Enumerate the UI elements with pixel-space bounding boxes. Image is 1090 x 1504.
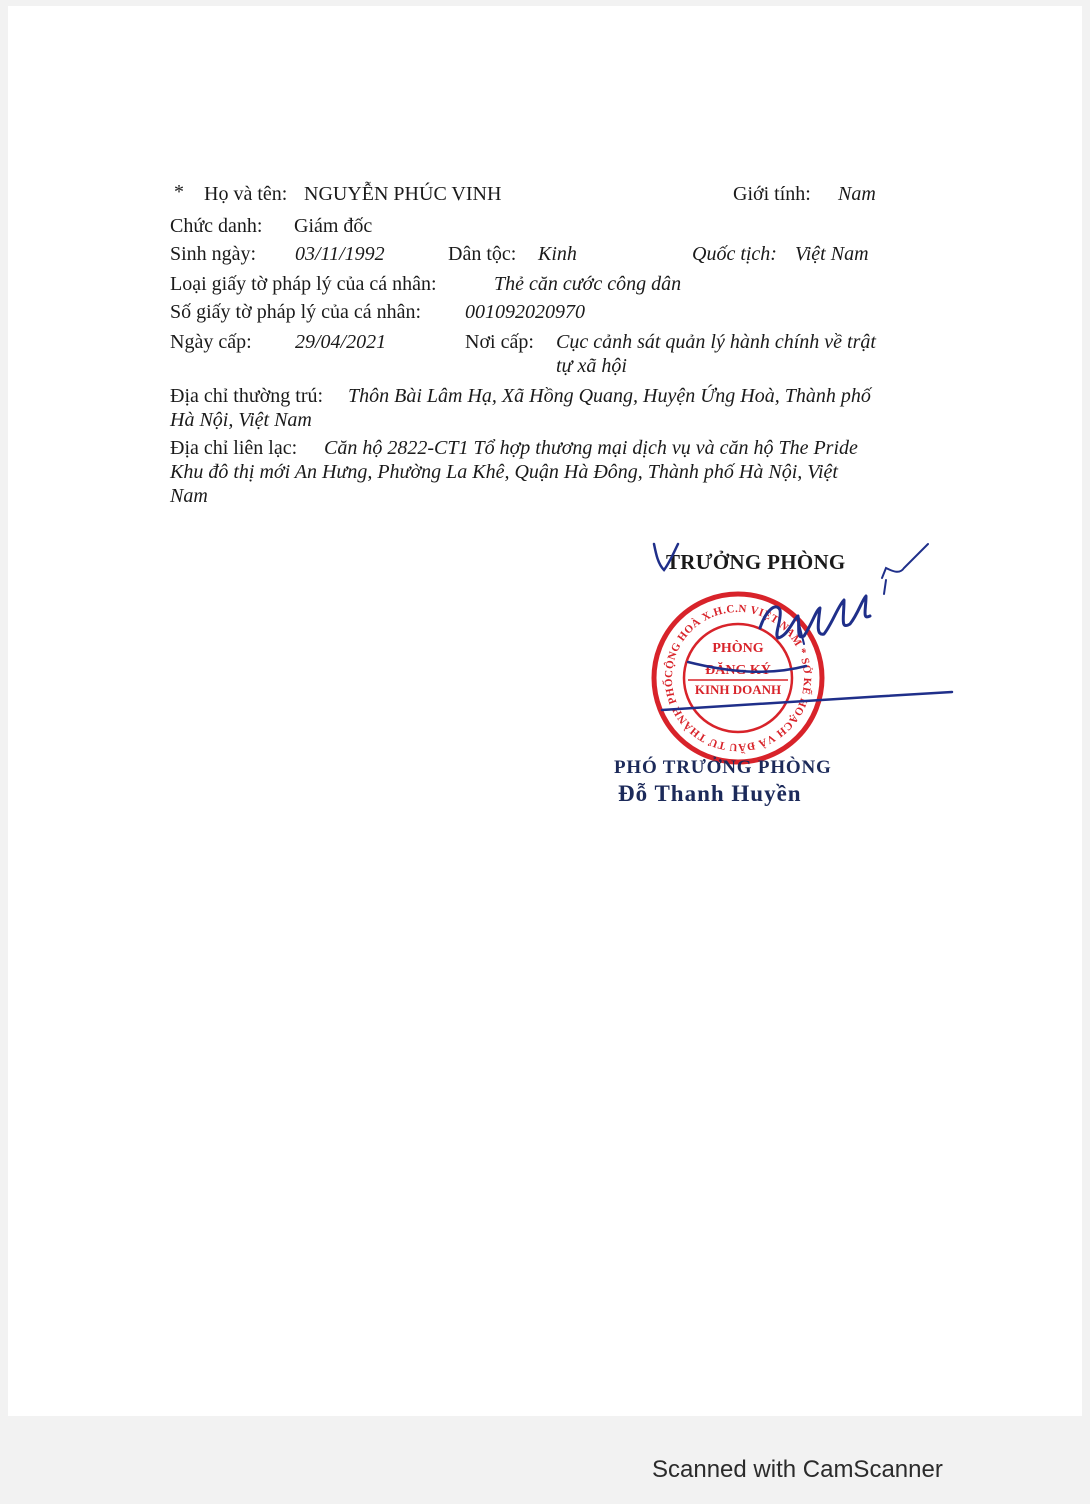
id-number-label: Số giấy tờ pháp lý của cá nhân: xyxy=(170,301,422,323)
issue-place-line2: tự xã hội xyxy=(556,355,627,377)
issue-date-value: 29/04/2021 xyxy=(295,331,387,353)
document-page xyxy=(8,6,1082,1416)
bullet-star: * xyxy=(174,181,184,203)
gender-value: Nam xyxy=(838,183,876,205)
contact-address-line1: Căn hộ 2822-CT1 Tổ hợp thương mại dịch vụ và căn hộ The Pride xyxy=(324,437,858,459)
signature-title: TRƯỞNG PHÒNG xyxy=(666,550,846,574)
stamp-line2: ĐĂNG KÝ xyxy=(705,663,771,678)
id-type-value: Thẻ căn cước công dân xyxy=(494,273,682,295)
stamp-line3: KINH DOANH xyxy=(694,682,782,697)
name-value: NGUYỄN PHÚC VINH xyxy=(304,183,502,205)
stamp-line1: PHÒNG xyxy=(712,641,764,656)
contact-address-line2: Khu đô thị mới An Hưng, Phường La Khê, Quận Hà Đông, Thành phố Hà Nội, Việt xyxy=(170,461,838,483)
permanent-address-line1: Thôn Bài Lâm Hạ, Xã Hồng Quang, Huyện Ứng Hoà, Thành phố xyxy=(348,385,871,407)
issue-place-label: Nơi cấp: xyxy=(465,331,534,353)
issue-date-label: Ngày cấp: xyxy=(170,331,252,353)
gender-label: Giới tính: xyxy=(733,183,811,205)
permanent-address-label: Địa chỉ thường trú: xyxy=(170,385,324,407)
ethnicity-label: Dân tộc: xyxy=(448,243,517,265)
id-number-value: 001092020970 xyxy=(465,301,585,323)
handwritten-signature xyxy=(648,580,958,730)
signer-name: Đỗ Thanh Huyền xyxy=(618,781,802,806)
position-value: Giám đốc xyxy=(294,215,373,237)
contact-address-line3: Nam xyxy=(170,485,208,507)
nationality-label: Quốc tịch: xyxy=(692,243,777,265)
camscanner-watermark: Scanned with CamScanner xyxy=(652,1456,943,1483)
nationality-value: Việt Nam xyxy=(795,243,869,265)
handwritten-check-icon xyxy=(644,536,684,580)
contact-address-label: Địa chỉ liên lạc: xyxy=(170,437,298,459)
id-type-label: Loại giấy tờ pháp lý của cá nhân: xyxy=(170,273,437,295)
dob-label: Sinh ngày: xyxy=(170,243,257,265)
issue-place-line1: Cục cảnh sát quản lý hành chính về trật xyxy=(556,331,876,353)
dob-value: 03/11/1992 xyxy=(295,243,385,265)
ethnicity-value: Kinh xyxy=(538,243,577,265)
position-label: Chức danh: xyxy=(170,215,263,237)
stamp-ring-text: CỘNG HOÀ X.H.C.N VIỆT NAM * SỞ KẾ HOẠCH VÀ ĐẦU TƯ THÀNH PHỐ xyxy=(662,602,814,754)
name-label: Họ và tên: xyxy=(204,183,288,205)
permanent-address-line2: Hà Nội, Việt Nam xyxy=(170,409,312,431)
deputy-title: PHÓ TRƯỞNG PHÒNG xyxy=(614,757,832,778)
